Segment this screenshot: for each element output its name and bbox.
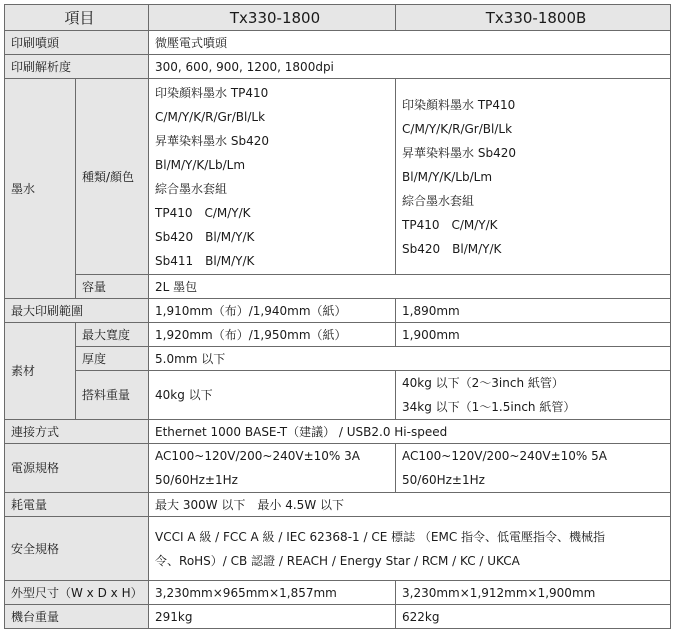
power-a-line: 50/60Hz±1Hz [155,473,238,487]
safety-label: 安全規格 [5,517,149,581]
ink-a-line: Sb420 Bl/M/Y/K [155,229,255,244]
power-b-line: 50/60Hz±1Hz [402,473,485,487]
media-load-b-line: 34kg 以下（1～1.5inch 紙管） [402,400,576,414]
consumption-value: 最大 300W 以下 最小 4.5W 以下 [149,493,671,517]
header-model-a: Tx330-1800 [149,5,396,31]
printhead-label: 印刷噴頭 [5,31,149,55]
row-ink-type [5,79,671,275]
media-width-a: 1,920mm（布）/1,950mm（紙） [149,323,396,347]
dimensions-b: 3,230mm×1,912mm×1,900mm [396,581,671,605]
row-power [5,444,671,493]
ink-a-line: Sb411 Bl/M/Y/K [155,253,255,268]
spec-table [4,4,671,629]
row-media-thickness [5,347,671,371]
row-printhead [5,31,671,55]
media-width-b: 1,900mm [396,323,671,347]
weight-a: 291kg [149,605,396,629]
ink-type-a [149,79,396,275]
ink-b-line: Sb420 Bl/M/Y/K [402,241,502,256]
connection-value: Ethernet 1000 BASE-T（建議） / USB2.0 Hi-speed [149,420,671,444]
ink-a-line: 昇華染料墨水 Sb420 [155,133,269,148]
consumption-label: 耗電量 [5,493,149,517]
header-model-b: Tx330-1800B [396,5,671,31]
ink-a-line: C/M/Y/K/R/Gr/Bl/Lk [155,109,266,124]
max-print-b: 1,890mm [396,299,671,323]
weight-b: 622kg [396,605,671,629]
row-dimensions [5,581,671,605]
row-connection [5,420,671,444]
dimensions-a: 3,230mm×965mm×1,857mm [149,581,396,605]
media-load-b-line: 40kg 以下（2～3inch 紙管） [402,376,564,390]
row-resolution [5,55,671,79]
media-load-b [396,371,671,420]
printhead-value: 微壓電式噴頭 [149,31,671,55]
ink-b-line: 綜合墨水套組 [402,193,475,208]
power-b-line: AC100~120V/200~240V±10% 5A [402,449,607,463]
media-thickness-value: 5.0mm 以下 [149,347,671,371]
connection-label: 連接方式 [5,420,149,444]
max-print-label: 最大印刷範圍 [5,299,149,323]
ink-b-line: 印染顏料墨水 TP410 [402,97,516,112]
media-load-a-line: 40kg 以下 [155,388,213,402]
row-max-print [5,299,671,323]
row-media-load [5,371,671,420]
header-row [5,5,671,31]
power-label: 電源規格 [5,444,149,493]
ink-b-line: C/M/Y/K/R/Gr/Bl/Lk [402,121,513,136]
ink-type-b [396,79,671,275]
media-width-label: 最大寬度 [76,323,149,347]
ink-capacity-value: 2L 墨包 [149,275,671,299]
max-print-a: 1,910mm（布）/1,940mm（紙） [149,299,396,323]
ink-b-line: Bl/M/Y/K/Lb/Lm [402,169,493,184]
media-load-label: 搭料重量 [76,371,149,420]
safety-line: 令、RoHS）/ CB 認證 / REACH / Energy Star / RCM / KC / UKCA [155,553,520,568]
media-thickness-label: 厚度 [76,347,149,371]
ink-b-line: TP410 C/M/Y/K [402,217,498,232]
resolution-label: 印刷解析度 [5,55,149,79]
ink-a-line: 綜合墨水套組 [155,181,228,196]
power-a-line: AC100~120V/200~240V±10% 3A [155,449,360,463]
row-ink-capacity [5,275,671,299]
ink-a-line: Bl/M/Y/K/Lb/Lm [155,157,246,172]
row-consumption [5,493,671,517]
power-a [149,444,396,493]
weight-label: 機台重量 [5,605,149,629]
dimensions-label: 外型尺寸（W x D x H） [5,581,149,605]
ink-type-label: 種類/顏色 [76,79,149,275]
row-media-width [5,323,671,347]
ink-a-line: TP410 C/M/Y/K [155,205,251,220]
row-safety [5,517,671,581]
media-label: 素材 [5,323,76,420]
ink-a-line: 印染顏料墨水 TP410 [155,85,269,100]
ink-b-line: 昇華染料墨水 Sb420 [402,145,516,160]
power-b [396,444,671,493]
resolution-value: 300, 600, 900, 1200, 1800dpi [149,55,671,79]
ink-label: 墨水 [5,79,76,299]
row-weight [5,605,671,629]
media-load-a [149,371,396,420]
header-item: 項目 [5,5,149,31]
ink-capacity-label: 容量 [76,275,149,299]
safety-value [149,517,671,581]
safety-line: VCCI A 級 / FCC A 級 / IEC 62368-1 / CE 標誌 （EMC 指令、低電壓指令、機械指 [155,529,606,544]
